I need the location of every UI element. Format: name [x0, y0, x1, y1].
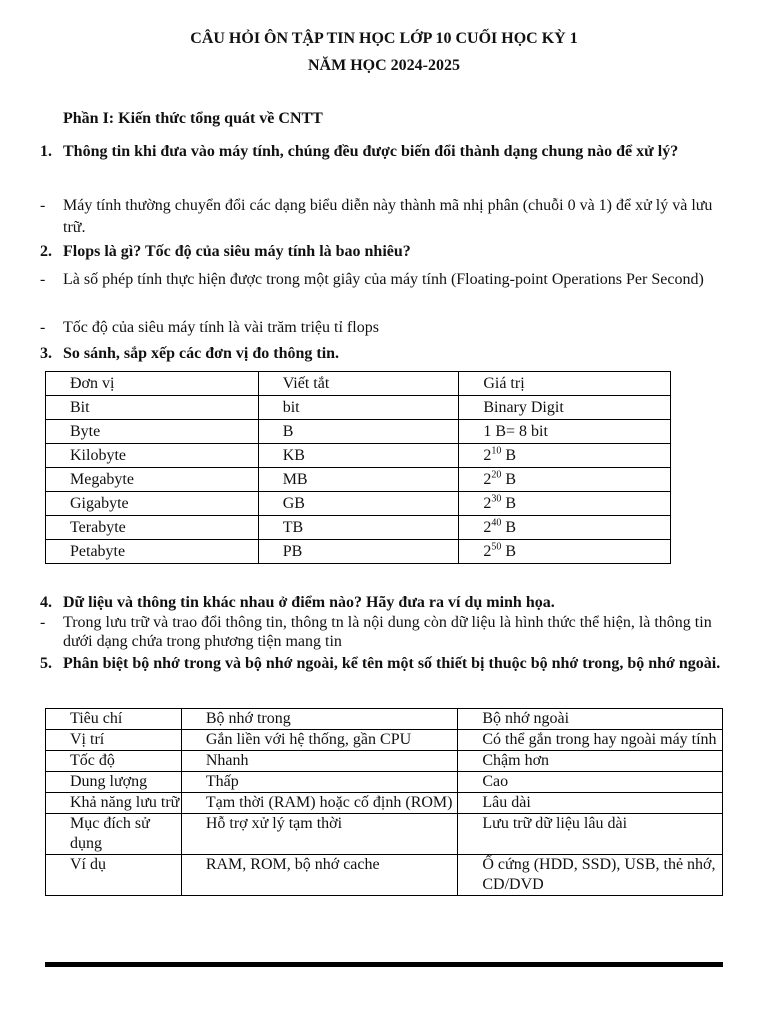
value-suffix: B	[501, 519, 516, 536]
table-cell: Dung lượng	[46, 772, 182, 793]
question-number: 2.	[40, 243, 52, 260]
table-cell: bit	[258, 396, 459, 420]
table-row	[46, 516, 671, 540]
header-cell: Viết tắt	[258, 372, 459, 396]
value-cell	[459, 492, 671, 516]
value-base: 2	[483, 495, 492, 512]
table-row	[46, 444, 671, 468]
answer-text: Tốc độ của siêu máy tính là vài trăm triệu tỉ flops	[63, 319, 379, 336]
value-base: 2	[483, 471, 492, 488]
value-suffix: B	[501, 471, 516, 488]
table-cell: Vị trí	[46, 730, 182, 751]
question-3	[40, 340, 724, 368]
value-base: 1 B= 8 bit	[483, 423, 548, 440]
value-exponent: 40	[491, 517, 502, 529]
question-text: So sánh, sắp xếp các đơn vị đo thông tin.	[63, 345, 340, 362]
value-exponent: 30	[491, 493, 502, 505]
value-base: 2	[483, 447, 492, 464]
table-cell: TB	[258, 516, 459, 540]
table-cell: Gigabyte	[46, 492, 259, 516]
question-number: 3.	[40, 345, 52, 362]
table-cell: MB	[258, 468, 459, 492]
value-cell	[459, 420, 671, 444]
table-cell: Terabyte	[46, 516, 259, 540]
table-row	[46, 814, 723, 855]
value-cell	[459, 396, 671, 420]
bullet-dash: -	[40, 271, 46, 288]
question-number: 1.	[40, 143, 52, 160]
section-heading: Phần I: Kiến thức tổng quát về CNTT	[63, 110, 323, 127]
header-cell: Bộ nhớ ngoài	[458, 709, 723, 730]
table-cell: Cao	[458, 772, 723, 793]
document-subtitle: NĂM HỌC 2024-2025	[308, 57, 460, 74]
question-5	[40, 650, 724, 678]
value-cell	[459, 516, 671, 540]
table-cell: Nhanh	[181, 751, 458, 772]
table-cell: GB	[258, 492, 459, 516]
table-cell: Ổ cứng (HDD, SSD), USB, thẻ nhớ, CD/DVD	[458, 855, 723, 896]
table-row	[46, 396, 671, 420]
units-table	[45, 371, 671, 564]
table-cell: Byte	[46, 420, 259, 444]
table-cell: KB	[258, 444, 459, 468]
table-cell: Mục đích sử dụng	[46, 814, 182, 855]
table-row	[46, 751, 723, 772]
bullet-dash: -	[40, 319, 46, 336]
value-cell	[459, 540, 671, 564]
table-row	[46, 730, 723, 751]
value-base: Binary Digit	[483, 399, 564, 416]
table-cell: Thấp	[181, 772, 458, 793]
table-row	[46, 492, 671, 516]
answer-text: Máy tính thường chuyển đổi các dạng biểu diễn này thành mã nhị phân (chuỗi 0 và 1) để xử lý và lưu trữ.	[63, 197, 713, 236]
value-exponent: 50	[491, 541, 502, 553]
header-cell: Bộ nhớ trong	[181, 709, 458, 730]
value-base: 2	[483, 519, 492, 536]
table-cell: Lâu dài	[458, 793, 723, 814]
table-cell: Hỗ trợ xử lý tạm thời	[181, 814, 458, 855]
value-suffix: B	[501, 495, 516, 512]
value-cell	[459, 468, 671, 492]
question-1	[40, 138, 724, 166]
answer-text: Trong lưu trữ và trao đổi thông tin, thông tn là nội dung còn dữ liệu là hình thức thể hiện, là thông tin dưới dạng chứa trong phương tiện mang tin	[63, 614, 712, 650]
table-cell: PB	[258, 540, 459, 564]
question-2	[40, 238, 724, 266]
table-row	[46, 855, 723, 896]
table-cell: Petabyte	[46, 540, 259, 564]
question-number: 5.	[40, 655, 52, 672]
table-cell: Ví dụ	[46, 855, 182, 896]
question-text: Flops là gì? Tốc độ của siêu máy tính là bao nhiêu?	[63, 243, 411, 260]
value-exponent: 20	[491, 469, 502, 481]
answer-text: Là số phép tính thực hiện được trong một giây của máy tính (Floating-point Operations Per Second)	[63, 271, 704, 288]
value-exponent: 10	[491, 445, 502, 457]
table-cell: Khả năng lưu trữ	[46, 793, 182, 814]
memory-table	[45, 708, 723, 896]
table-cell: Tạm thời (RAM) hoặc cố định (ROM)	[181, 793, 458, 814]
question-text: Thông tin khi đưa vào máy tính, chúng đều được biến đổi thành dạng chung nào để xử lý?	[63, 143, 679, 160]
header-cell: Đơn vị	[46, 372, 259, 396]
value-base: 2	[483, 543, 492, 560]
bullet-dash: -	[40, 197, 46, 214]
question-text: Phân biệt bộ nhớ trong và bộ nhớ ngoài, kể tên một số thiết bị thuộc bộ nhớ trong, bộ nhớ ngoài.	[63, 655, 721, 672]
table-cell: B	[258, 420, 459, 444]
table-row	[46, 772, 723, 793]
table-cell: Có thể gắn trong hay ngoài máy tính	[458, 730, 723, 751]
table-cell: Bit	[46, 396, 259, 420]
table-cell: Tốc độ	[46, 751, 182, 772]
value-suffix: B	[501, 447, 516, 464]
table-cell: Kilobyte	[46, 444, 259, 468]
table-header-row	[46, 709, 723, 730]
value-cell	[459, 444, 671, 468]
answer-4-1	[40, 613, 724, 651]
bottom-divider	[45, 962, 723, 967]
table-cell: Lưu trữ dữ liệu lâu dài	[458, 814, 723, 855]
table-cell: Chậm hơn	[458, 751, 723, 772]
table-row	[46, 540, 671, 564]
table-header-row	[46, 372, 671, 396]
table-row	[46, 468, 671, 492]
table-cell: Megabyte	[46, 468, 259, 492]
document-title: CÂU HỎI ÔN TẬP TIN HỌC LỚP 10 CUỐI HỌC KỲ 1	[190, 30, 578, 47]
bullet-dash: -	[40, 614, 46, 631]
answer-2-1	[40, 269, 724, 291]
header-cell: Giá trị	[459, 372, 671, 396]
answer-2-2	[40, 317, 724, 339]
header-cell: Tiêu chí	[46, 709, 182, 730]
answer-1-1	[40, 195, 724, 239]
table-cell: RAM, ROM, bộ nhớ cache	[181, 855, 458, 896]
question-number: 4.	[40, 594, 52, 611]
table-row	[46, 420, 671, 444]
question-text: Dữ liệu và thông tin khác nhau ở điểm nào? Hãy đưa ra ví dụ minh họa.	[63, 594, 555, 611]
value-suffix: B	[501, 543, 516, 560]
table-cell: Gắn liền với hệ thống, gần CPU	[181, 730, 458, 751]
table-row	[46, 793, 723, 814]
